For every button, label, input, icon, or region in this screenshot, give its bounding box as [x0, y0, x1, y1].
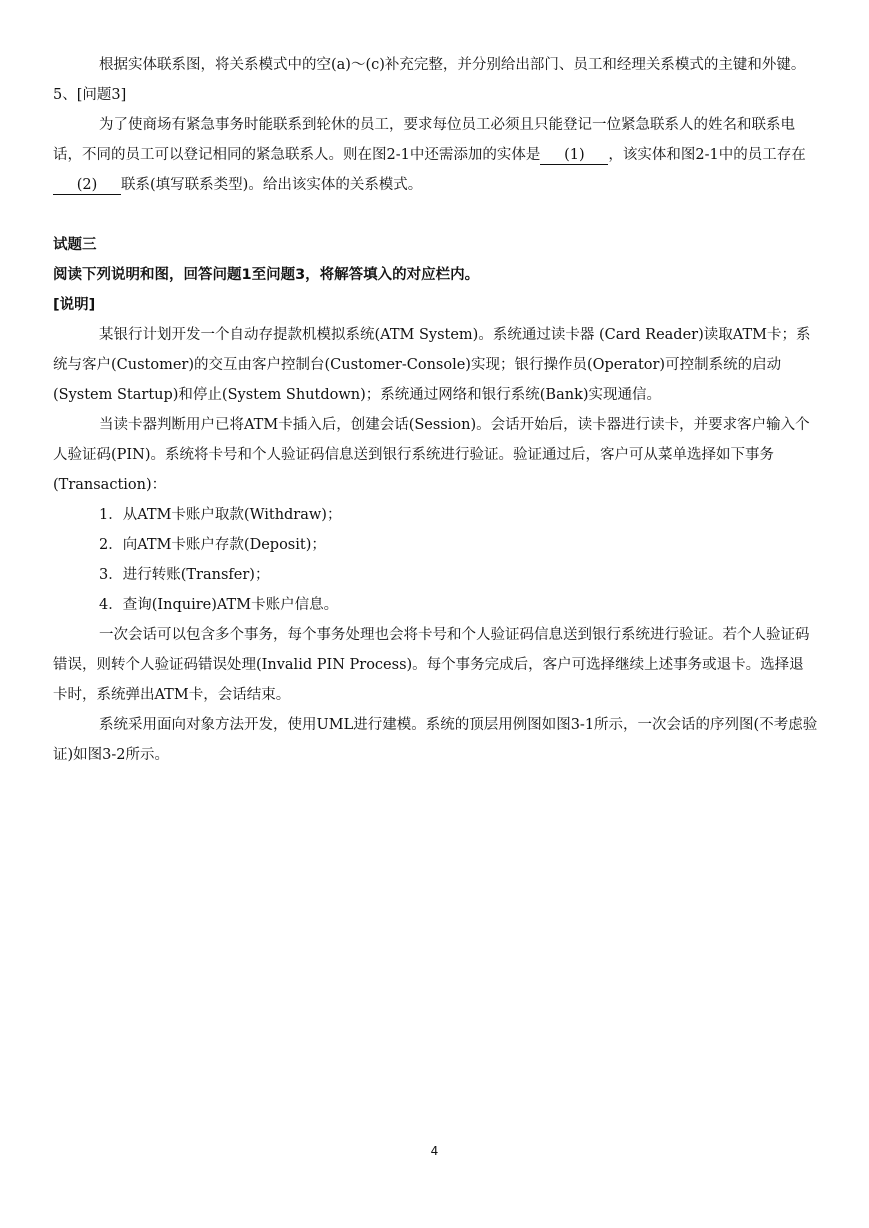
transaction-item-withdraw: 1．从ATM卡账户取款(Withdraw)； [99, 507, 342, 523]
section-instruction: 阅读下列说明和图，回答问题1至问题3，将解答填入的对应栏内。 [53, 267, 480, 283]
paragraph-multiple-transactions: 一次会话可以包含多个事务，每个事务处理也会将卡号和个人验证码信息送到银行系统进行验证。若个人验证码错误，则转个人验证码错误处理(Invalid PIN Process)。每个事务完成后，客户可选择继续上述事务或退卡。选择退卡时，系统弹出ATM卡，会话结束。 [53, 627, 810, 703]
question3-text-part3: 联系(填写联系类型)。给出该实体的关系模式。 [121, 177, 423, 193]
question3-text [53, 110, 818, 200]
paragraph-atm-system: 某银行计划开发一个自动存提款机模拟系统(ATM System)。系统通过读卡器 (Card Reader)读取ATM卡；系统与客户(Customer)的交互由客户控制台(Customer-Console)实现；银行操作员(Operator)可控制系统的启动(System Startup)和停止(System Shutdown)；系统通过网络和银行系统(Bank)实现通信。 [53, 327, 811, 403]
answer-blank-2: (2) [53, 176, 121, 195]
question3-text-part1: 为了使商场有紧急事务时能联系到轮休的员工，要求每位员工必须且只能登记一位紧急联系人的姓名和联系电话，不同的员工可以登记相同的紧急联系人。则在图2-1中还需添加的实体是 [53, 117, 795, 163]
spacer [53, 200, 818, 230]
explanation-label: [说明] [53, 297, 96, 313]
transaction-item-inquire: 4．查询(Inquire)ATM卡账户信息。 [99, 597, 339, 613]
page-number: 4 [430, 1144, 439, 1158]
document-page [53, 50, 818, 770]
question3-heading: 5、[问题3] [53, 87, 127, 103]
transaction-item-transfer: 3．进行转账(Transfer)； [99, 567, 270, 583]
paragraph-session: 当读卡器判断用户已将ATM卡插入后，创建会话(Session)。会话开始后，读卡器进行读卡，并要求客户输入个人验证码(PIN)。系统将卡号和个人验证码信息送到银行系统进行验证。验证通过后，客户可从菜单选择如下事务(Transaction)： [53, 417, 810, 493]
question3-text-part2: ，该实体和图2-1中的员工存在 [608, 147, 806, 163]
top-paragraph: 根据实体联系图，将关系模式中的空(a)～(c)补充完整，并分别给出部门、员工和经理关系模式的主键和外键。 [99, 57, 806, 73]
transaction-item-deposit: 2．向ATM卡账户存款(Deposit)； [99, 537, 326, 553]
paragraph-uml: 系统采用面向对象方法开发，使用UML进行建模。系统的顶层用例图如图3-1所示，一次会话的序列图(不考虑验证)如图3-2所示。 [53, 717, 818, 763]
section-title: 试题三 [53, 237, 97, 253]
answer-blank-1: (1) [540, 146, 608, 165]
